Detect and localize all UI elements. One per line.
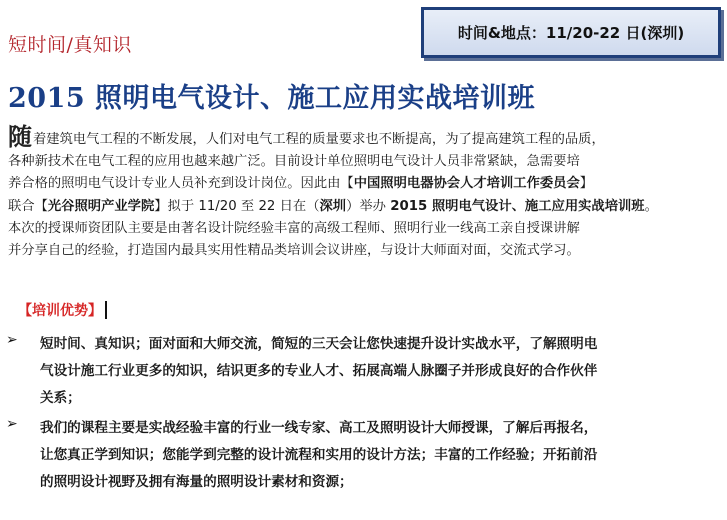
list-item-line: 让您真正学到知识；您能学到完整的设计流程和实用的设计方法；丰富的工作经验；开拓前沿 xyxy=(40,447,598,463)
city-name: 深圳 xyxy=(319,198,347,214)
intro-line-4 xyxy=(8,196,722,218)
drop-cap: 随 xyxy=(8,122,32,151)
arrow-bullet-icon: ➢ xyxy=(6,332,18,348)
intro-text-4c: ）举办 xyxy=(346,198,391,214)
page-title: 2015 照明电气设计、施工应用实战培训班 xyxy=(8,83,536,114)
date-location-banner xyxy=(421,7,721,58)
advantages-heading-text: 【培训优势】 xyxy=(18,303,102,319)
intro-text-3: 养合格的照明电气设计专业人员补充到设计岗位。因此由【 xyxy=(8,176,354,192)
org-name-2: 光谷照明产业学院 xyxy=(47,198,155,214)
intro-text-4b: 】拟于 11/20 至 22 日在（ xyxy=(154,198,320,214)
tagline: 短时间/真知识 xyxy=(8,34,132,56)
banner-text: 时间&地点：11/20-22 日(深圳) xyxy=(457,24,685,42)
list-item-text xyxy=(40,331,722,412)
course-name: 2015 照明电气设计、施工应用实战培训班 xyxy=(390,198,645,214)
intro-bracket-close: 】 xyxy=(579,176,594,192)
org-name-1: 中国照明电器协会人才培训工作委员会 xyxy=(353,176,580,192)
advantages-list xyxy=(6,331,722,499)
intro-paragraph xyxy=(8,122,722,262)
intro-text-4a: 联合【 xyxy=(8,198,48,214)
intro-line-2: 各种新技术在电气工程的应用也越来越广泛。目前设计单位照明电气设计人员非常紧缺，急需要培 xyxy=(8,154,580,170)
text-cursor-icon xyxy=(105,301,107,319)
list-item-line: 气设计施工行业更多的知识，结识更多的专业人才、拓展高端人脉圈子并形成良好的合作伙伴 xyxy=(40,363,598,379)
list-item-line: 关系； xyxy=(40,390,81,406)
advantages-heading xyxy=(18,300,107,320)
list-item-line: 的照明设计视野及拥有海量的照明设计素材和资源； xyxy=(40,474,353,490)
list-item-text xyxy=(40,415,722,496)
intro-line-1 xyxy=(8,122,722,151)
intro-text-4d: 。 xyxy=(644,198,658,214)
intro-line-5: 本次的授课师资团队主要是由著名设计院经验丰富的高级工程师、照明行业一线高工亲自授课讲解 xyxy=(8,220,580,236)
list-item xyxy=(6,415,722,496)
arrow-bullet-icon: ➢ xyxy=(6,416,18,432)
intro-line-6: 并分享自己的经验，打造国内最具实用性精品类培训会议讲座，与设计大师面对面，交流式学习。 xyxy=(8,243,580,259)
intro-text-1: 着建筑电气工程的不断发展，人们对电气工程的质量要求也不断提高，为了提高建筑工程的品质， xyxy=(33,132,605,147)
intro-line-3 xyxy=(8,173,722,195)
list-item-line: 我们的课程主要是实战经验丰富的行业一线专家、高工及照明设计大师授课，了解后再报名， xyxy=(40,420,598,436)
list-item-line: 短时间、真知识；面对面和大师交流，简短的三天会让您快速提升设计实战水平，了解照明电 xyxy=(40,336,598,352)
list-item xyxy=(6,331,722,412)
